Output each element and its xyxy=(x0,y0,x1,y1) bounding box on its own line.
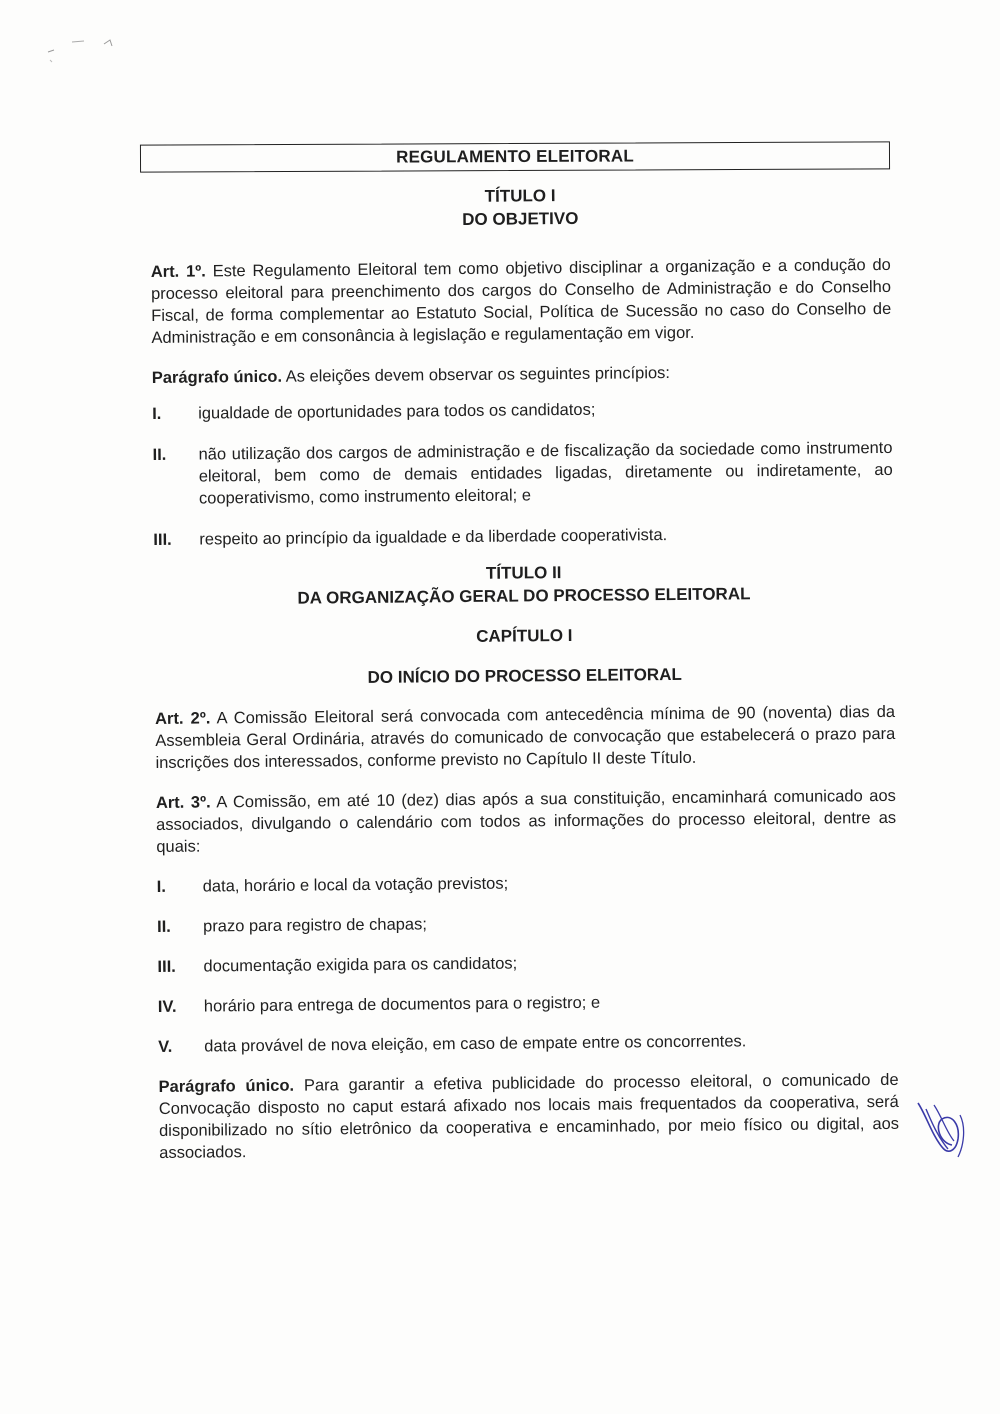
list-item xyxy=(153,522,893,551)
art-3 xyxy=(156,785,897,858)
list-item xyxy=(157,949,897,978)
list-item xyxy=(158,989,898,1018)
art-2-label: Art. 2º. xyxy=(155,709,211,728)
document-title: REGULAMENTO ELEITORAL xyxy=(396,146,634,167)
item-number: III. xyxy=(157,957,176,976)
item-text: prazo para registro de chapas; xyxy=(203,915,427,936)
item-text: documentação exigida para os candidatos; xyxy=(203,954,518,976)
list-item xyxy=(152,396,892,425)
item-number: II. xyxy=(152,445,167,464)
item-number: V. xyxy=(158,1037,173,1056)
item-text: data, horário e local da votação previstos; xyxy=(202,874,509,896)
titulo-1-subheading: DO OBJETIVO xyxy=(462,208,579,230)
art-1-paragrafo-label: Parágrafo único. xyxy=(151,367,283,387)
item-text: igualdade de oportunidades para todos os candidatos; xyxy=(198,400,596,423)
list-item xyxy=(157,909,897,938)
scan-artifact xyxy=(40,30,130,70)
titulo-2-heading: TÍTULO II xyxy=(485,563,562,583)
art-1-paragrafo xyxy=(152,360,892,389)
list-item xyxy=(152,437,893,510)
art-1-text: Este Regulamento Eleitoral tem como objetivo disciplinar a organização e a condução do processo eleitoral para preenchimento dos cargos do Conselho de Administração e do Conselho Fiscal, de forma complementar ao Estatuto Social, Política de Sucessão no caso do Conselho de Administração e em consonância à legislação e regulamentação em vigor. xyxy=(150,255,892,347)
item-number: I. xyxy=(156,877,166,896)
art-3-paragrafo-label: Parágrafo único. xyxy=(158,1076,295,1096)
item-text: não utilização dos cargos de administração e de fiscalização da sociedade como instrumento eleitoral, bem como de demais entidades ligadas, diretamente ou indiretamente, ao cooperativismo, como instrumento eleitoral; e xyxy=(198,438,893,508)
art-3-paragrafo-text: Para garantir a efetiva publicidade do processo eleitoral, o comunicado de Convocação disposto no caput estará afixado nos locais mais frequentados da cooperativa, será disponibilizado no sítio eletrônico da cooperativa e encaminhado, por meio físico ou digital, aos associados. xyxy=(158,1070,900,1162)
item-number: IV. xyxy=(157,997,177,1016)
titulo-2-subheading: DA ORGANIZAÇÃO GERAL DO PROCESSO ELEITORAL xyxy=(297,584,751,608)
art-1-label: Art. 1º. xyxy=(150,262,206,281)
item-number: III. xyxy=(153,530,172,549)
art-3-label: Art. 3º. xyxy=(155,793,211,812)
item-text: horário para entrega de documentos para o registro; e xyxy=(203,993,601,1016)
art-1 xyxy=(151,254,892,349)
item-text: data provável de nova eleição, em caso de empate entre os concorrentes. xyxy=(204,1032,747,1056)
item-number: I. xyxy=(152,404,162,423)
list-item xyxy=(157,869,897,898)
item-text: respeito ao princípio da igualdade e da liberdade cooperativista. xyxy=(199,526,668,549)
art-1-paragrafo-text: As eleições devem observar os seguintes princípios: xyxy=(285,364,671,386)
art-3-text: A Comissão, em até 10 (dez) dias após a sua constituição, encaminhará comunicado aos associados, divulgando o calendário com todos as informações do processo eleitoral, dentre as quais: xyxy=(156,786,897,856)
document-body xyxy=(150,181,899,1164)
capitulo-1-heading: CAPÍTULO I xyxy=(476,625,573,646)
art-2-text: A Comissão Eleitoral será convocada com antecedência mínima de 90 (noventa) dias da Assembleia Geral Ordinária, através do comunicado de convocação que estabelecerá o prazo para inscrições dos interessados, conforme previsto no Capítulo II deste Título. xyxy=(155,702,896,772)
signature-initials-icon xyxy=(912,1095,972,1165)
item-number: II. xyxy=(157,917,171,936)
titulo-1-heading: TÍTULO I xyxy=(484,186,556,206)
header-box xyxy=(140,141,890,172)
art-2 xyxy=(155,701,896,774)
capitulo-1-subheading: DO INÍCIO DO PROCESSO ELEITORAL xyxy=(367,664,682,687)
art-3-paragrafo xyxy=(159,1069,900,1164)
list-item xyxy=(158,1029,898,1058)
